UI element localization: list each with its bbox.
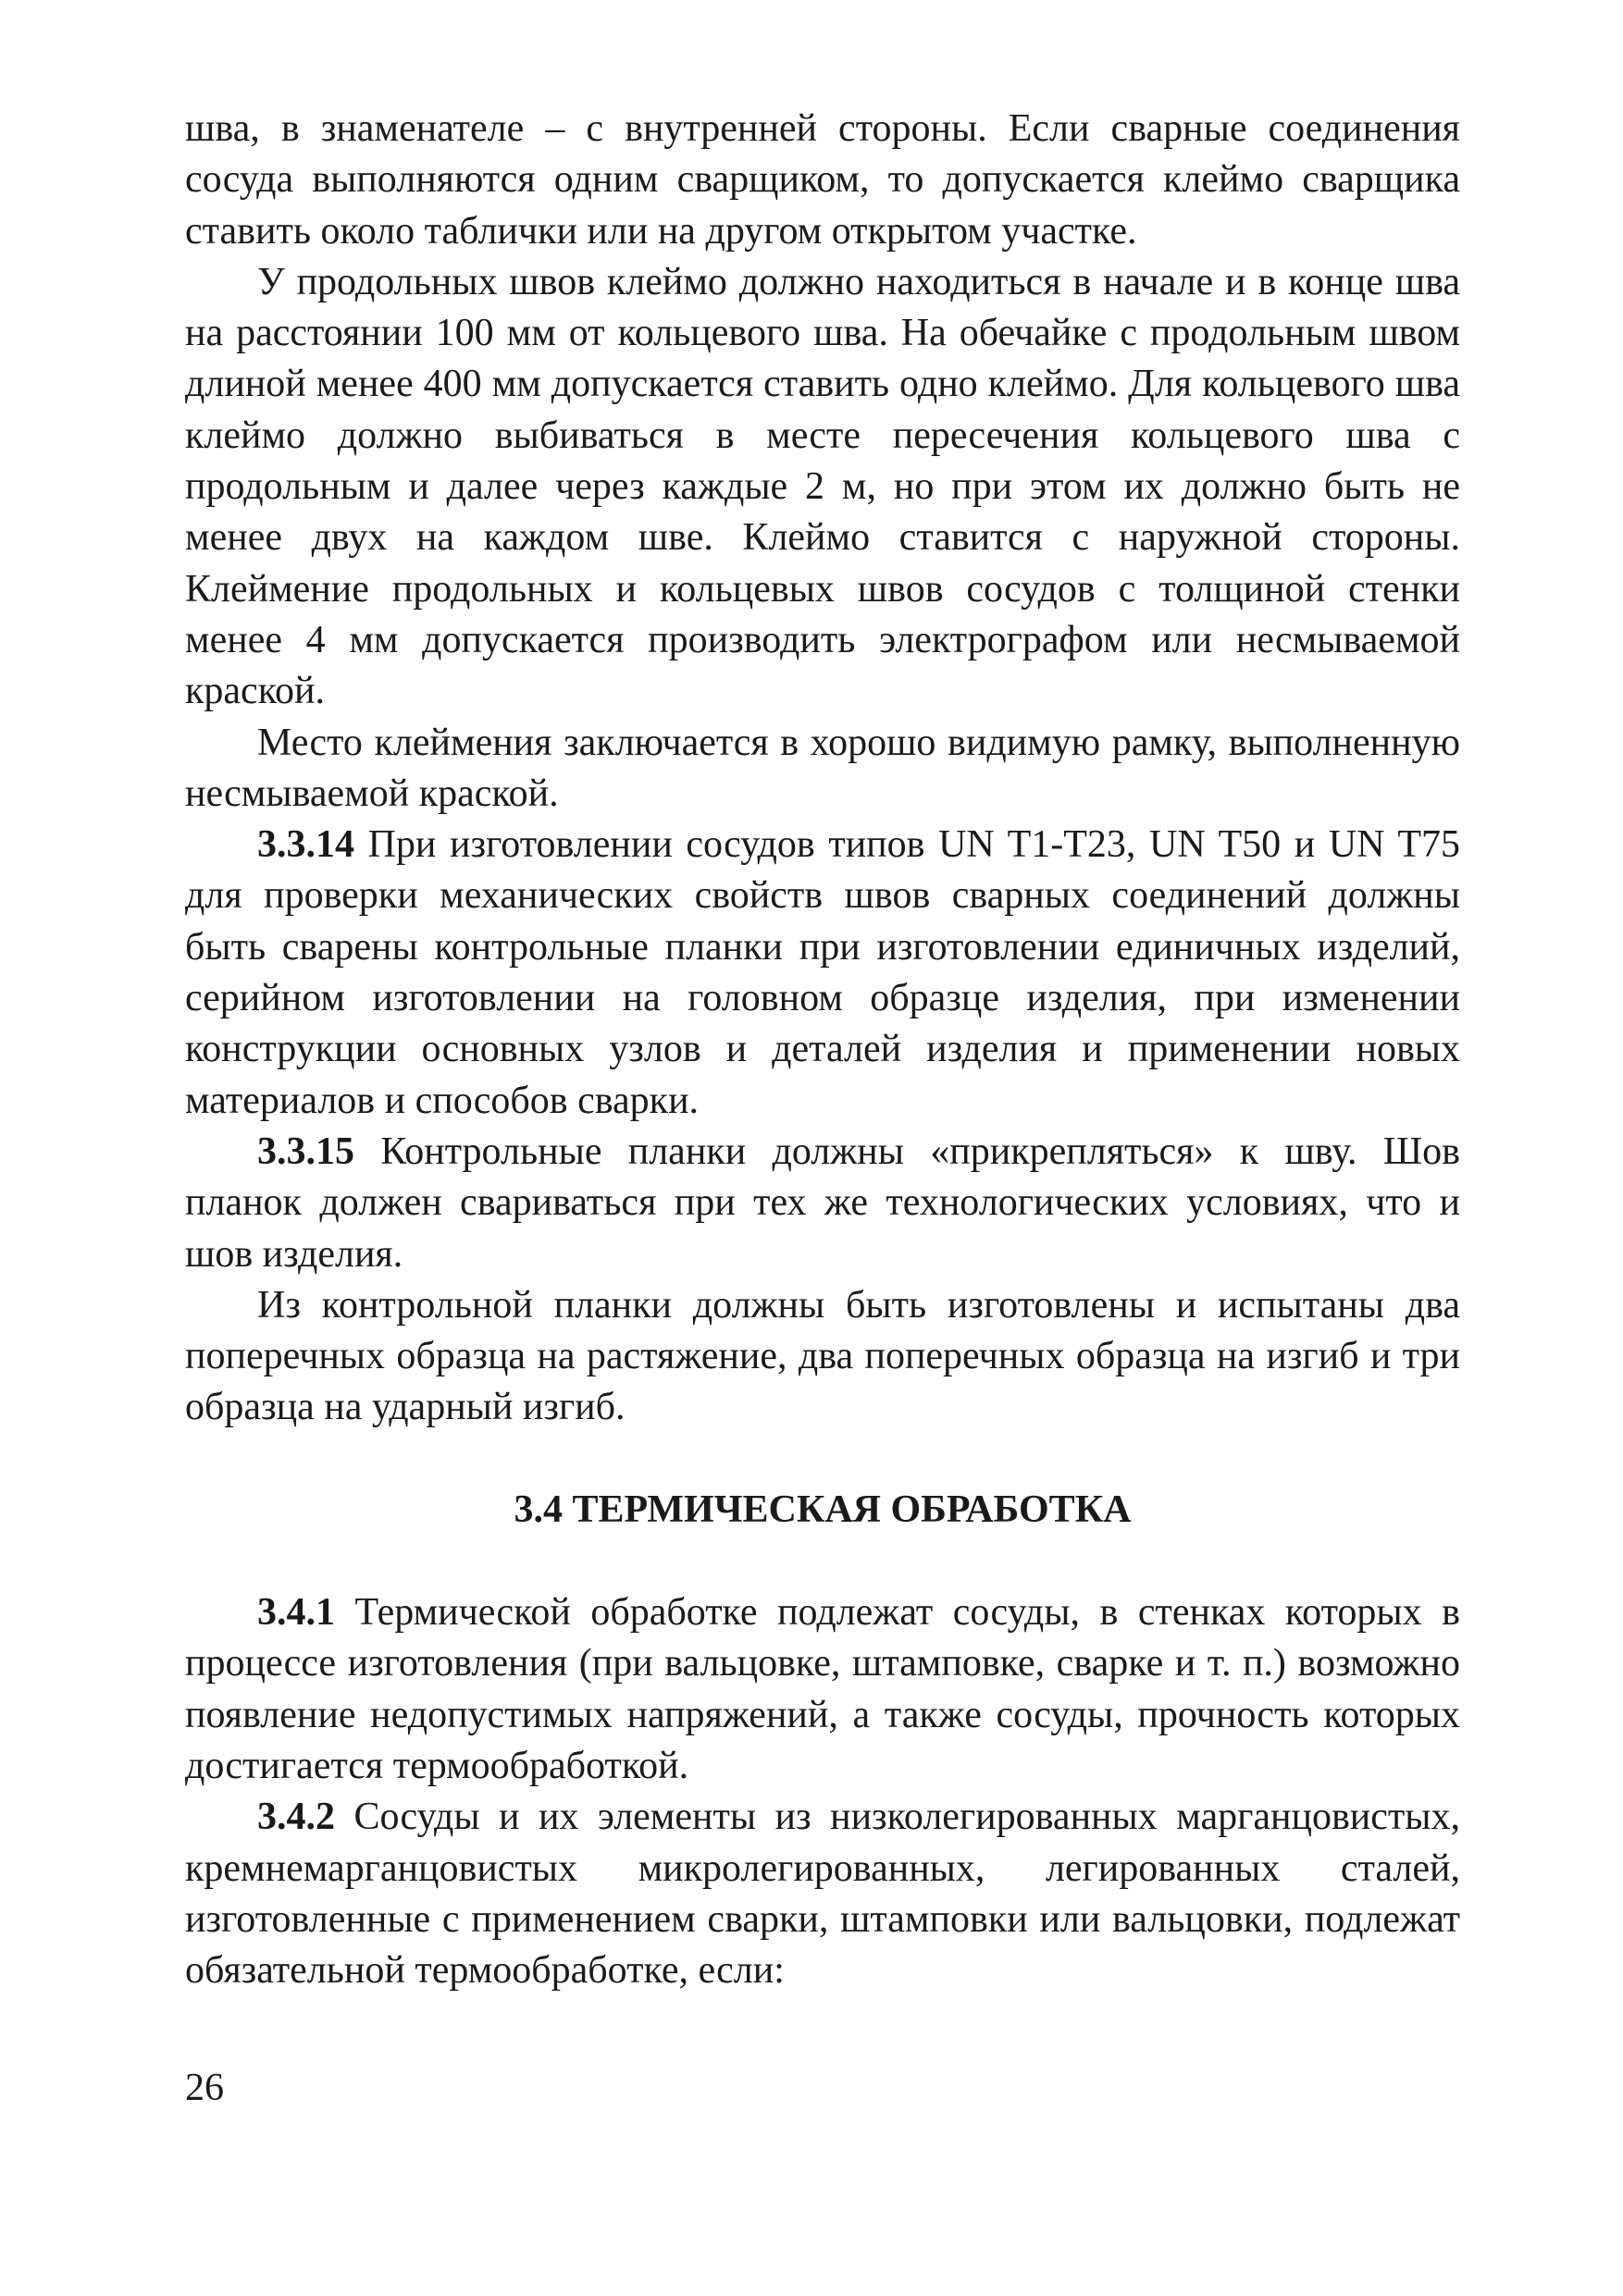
clause-3-4-2 — [185, 1792, 1460, 1996]
clause-number: 3.3.14 — [257, 823, 354, 867]
clause-3-4-1 — [185, 1587, 1460, 1792]
page-number: 26 — [185, 2067, 224, 2109]
paragraph-stamp-frame: Место клеймения заключается в хорошо видимую рамку, выполненную несмываемой краской. — [185, 721, 1460, 815]
paragraph-test-samples: Из контрольной планки должны быть изготовлены и испытаны два поперечных образца на растяжение, два поперечных образца на изгиб и три образца на ударный изгиб. — [185, 1283, 1460, 1429]
clause-text: Контрольные планки должны «прикрепляться» к шву. Шов планок должен свариваться при тех же технологических условиях, что и шов изделия. — [185, 1129, 1460, 1276]
clause-number: 3.4.2 — [257, 1796, 335, 1839]
paragraph-continuation: шва, в знаменателе – с внутренней стороны. Если сварные соединения сосуда выполняются одним сварщиком, то допускается клеймо сварщика ставить около таблички или на другом открытом участке. — [185, 107, 1460, 253]
clause-3-3-14 — [185, 820, 1460, 1127]
clause-3-3-15 — [185, 1127, 1460, 1280]
body-text — [185, 104, 1460, 1996]
clause-number: 3.4.1 — [257, 1591, 335, 1635]
clause-text: При изготовлении сосудов типов UN T1-T23, UN T50 и UN T75 для проверки механических свойств швов сварных соединений должны быть сварены контрольные планки при изготовлении единичных изделий, серийном изготовлении на головном образце изделия, при изменении конструкции основных узлов и деталей изделия и применении новых материалов и способов сварки. — [185, 823, 1460, 1122]
clause-text: Термической обработке подлежат сосуды, в стенках которых в процессе изготовления (при вальцовке, штамповке, сварке и т. п.) возможно появление недопустимых напряжений, а также сосуды, прочность которых достигается термообработкой. — [185, 1591, 1460, 1787]
section-heading: 3.4 ТЕРМИЧЕСКАЯ ОБРАБОТКА — [514, 1487, 1132, 1531]
clause-text: Сосуды и их элементы из низколегированных марганцовистых, кремнемарганцовистых микролегированных, легированных сталей, изготовленные с применением сварки, штамповки или вальцовки, подлежат обязательной термообработке, если: — [185, 1796, 1460, 1993]
clause-number: 3.3.15 — [257, 1129, 354, 1173]
paragraph-stamp-placement: У продольных швов клеймо должно находиться в начале и в конце шва на расстоянии 100 мм от кольцевого шва. На обечайке с продольным швом длиной менее 400 мм допускается ставить одно клеймо. Для кольцевого шва клеймо должно выбиваться в месте пересечения кольцевого шва с продольным и далее через каждые 2 м, но при этом их должно быть не менее двух на каждом шве. Клеймо ставится с наружной стороны. Клеймение продольных и кольцевых швов сосудов с толщиной стенки менее 4 мм допускается производить электрографом или несмываемой краской. — [185, 260, 1460, 713]
